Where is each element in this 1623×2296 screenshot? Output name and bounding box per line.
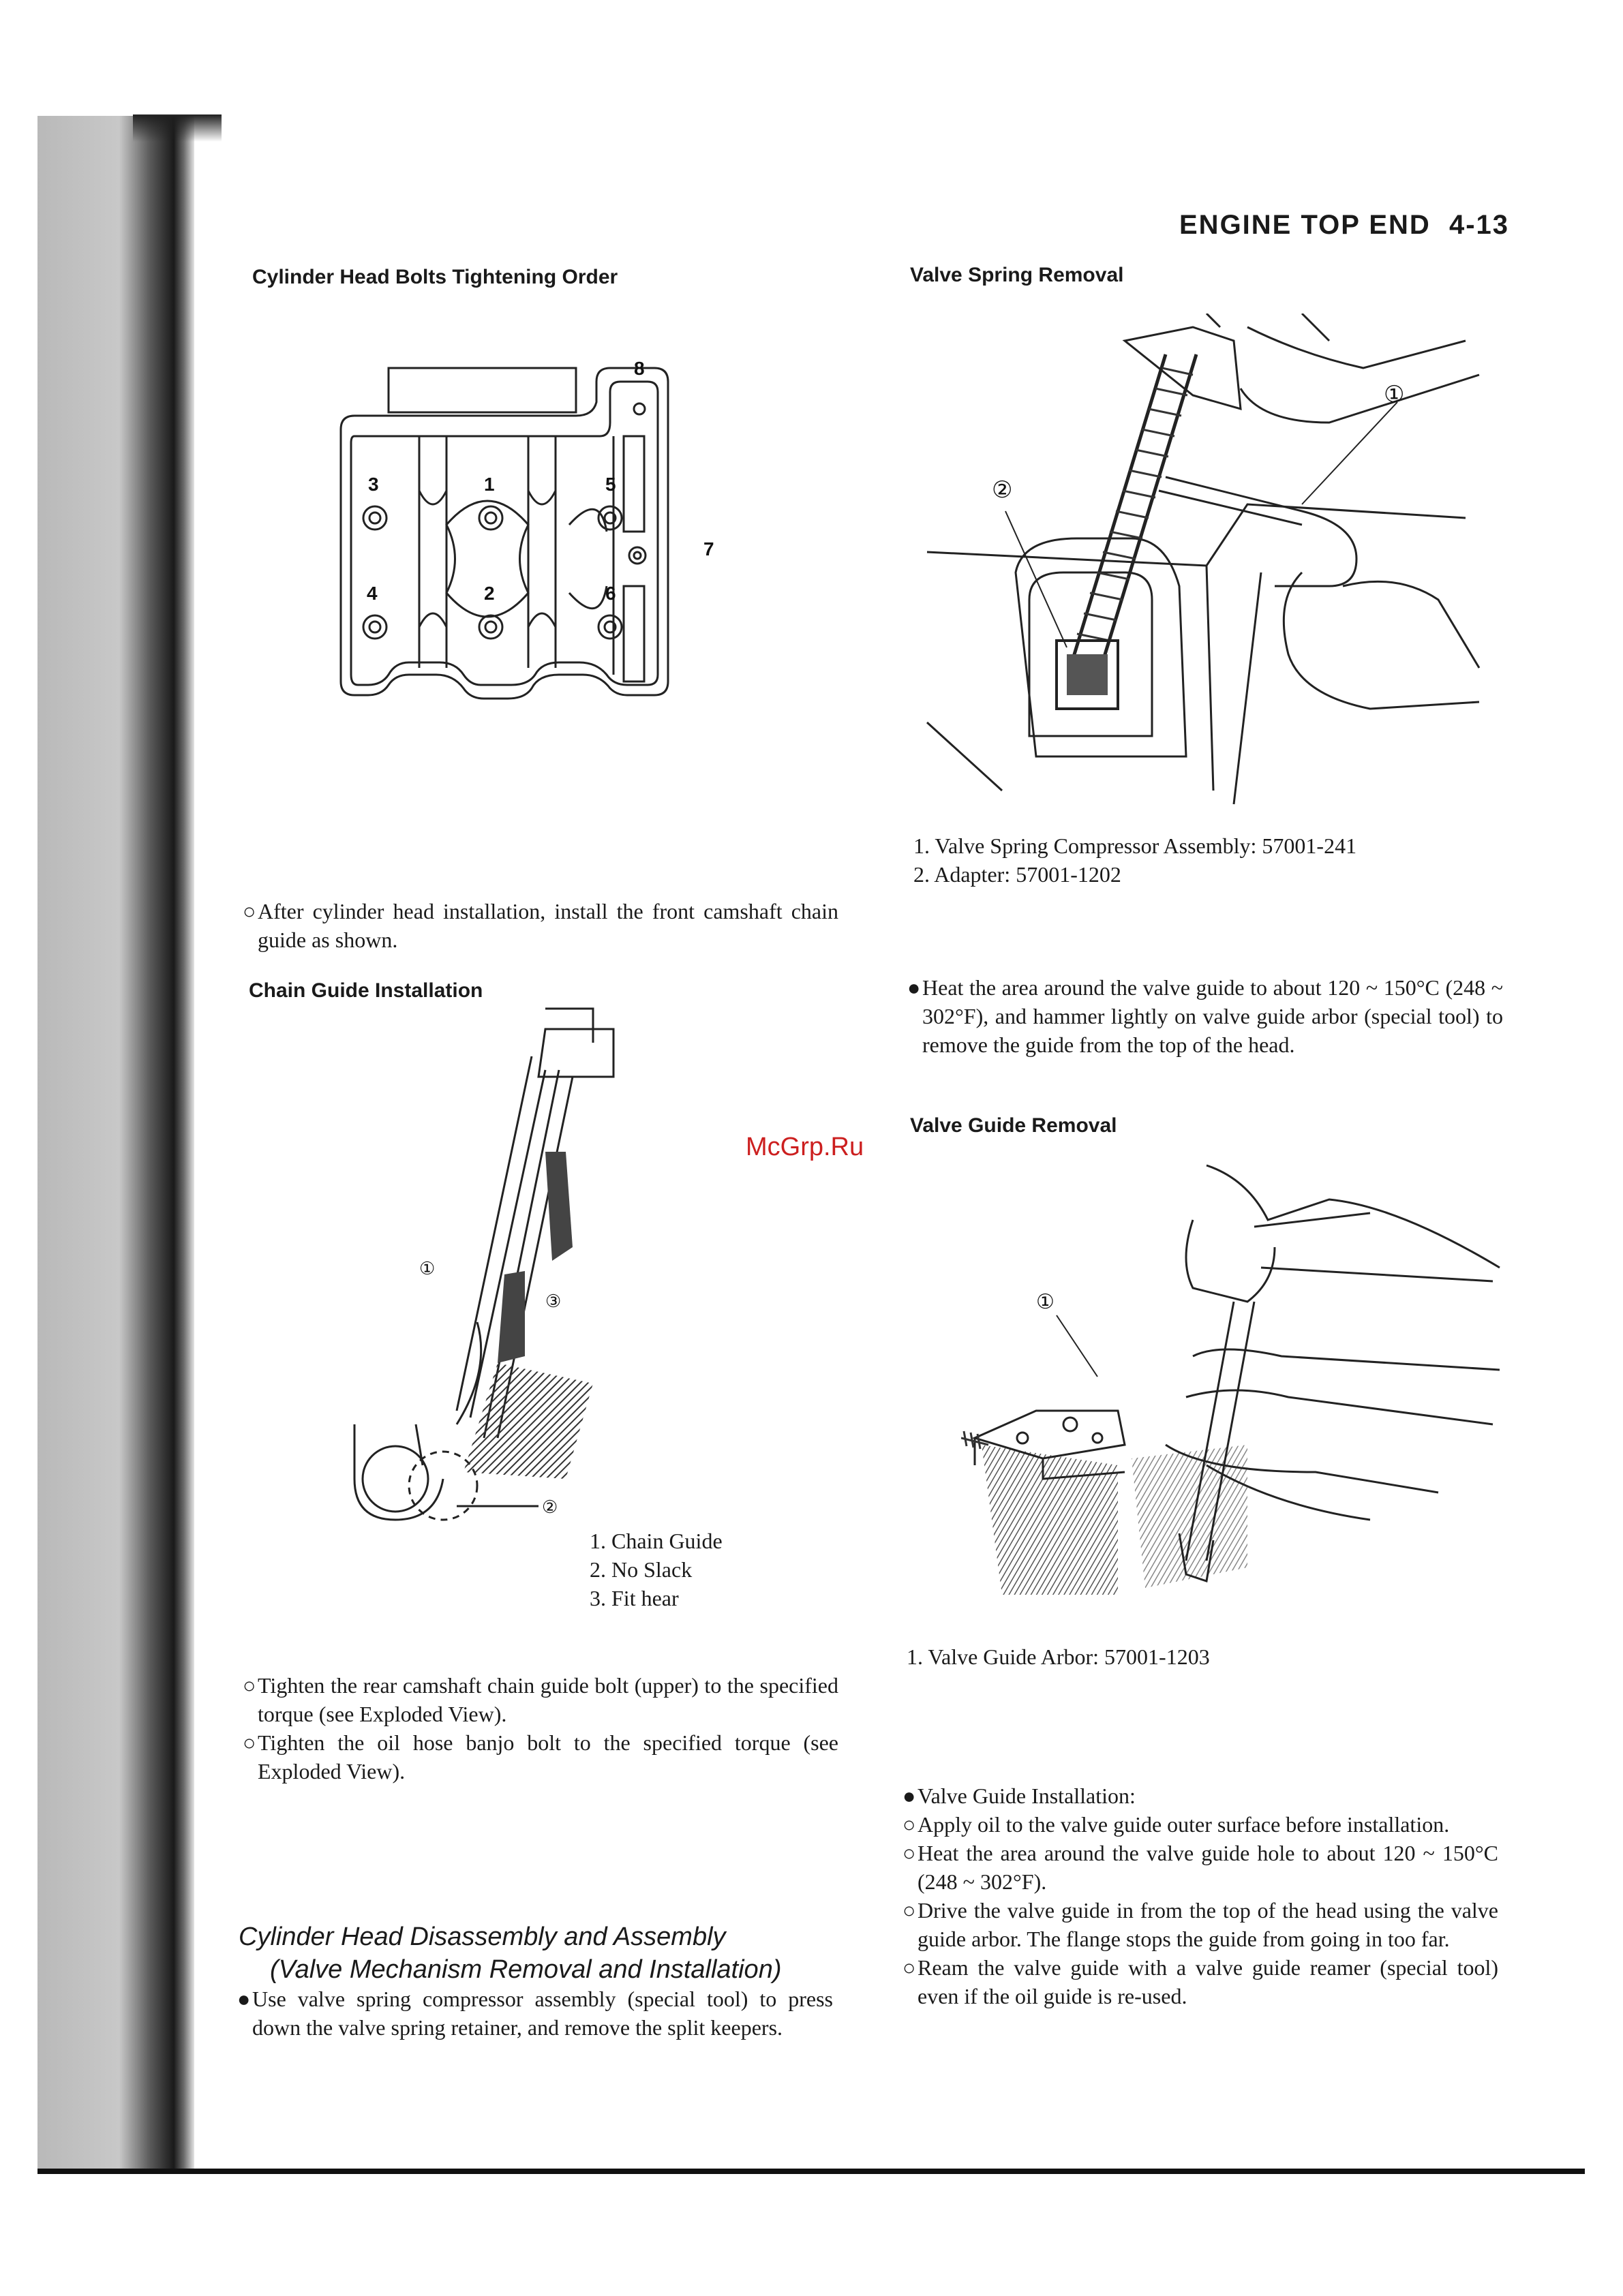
note-text: After cylinder head installation, install the front camshaft chain guide as shown. [258, 899, 838, 952]
bullet-text: Heat the area around the valve guide to about 120 ~ 150°C (248 ~ 302°F), and hammer lightly on valve guide arbor (special tool) to remove the guide from the top of the head. [922, 975, 1503, 1057]
circle-marker: ○ [243, 1730, 256, 1755]
install-step: Ream the valve guide with a valve guide reamer (special tool) even if the oil guide is re-used. [917, 1955, 1498, 2008]
bolt-label-1: 1 [484, 474, 495, 495]
bottom-rule [37, 2169, 1585, 2174]
fig4-legend [907, 1642, 1210, 1671]
fig3-title: Valve Spring Removal [910, 264, 1124, 286]
circle-marker: ○ [243, 1673, 256, 1698]
callout-1: ① [1036, 1291, 1055, 1313]
legend-item: 1. Chain Guide [590, 1529, 723, 1553]
section-heading [239, 1920, 781, 1986]
install-heading: Valve Guide Installation: [917, 1784, 1136, 1808]
chain-guide-diagram [320, 1002, 757, 1561]
callout-2: ② [992, 477, 1013, 503]
valve-guide-removal-illustration [961, 1152, 1506, 1608]
circle-marker: ○ [902, 1841, 916, 1865]
bolt-label-3: 3 [368, 474, 379, 495]
install-step: Apply oil to the valve guide outer surface before installation. [917, 1812, 1450, 1837]
circle-marker: ○ [902, 1812, 916, 1837]
dot-marker: ● [907, 975, 921, 1000]
legend-item: 2. Adapter: 57001-1202 [913, 862, 1121, 887]
circle-marker: ○ [902, 1955, 916, 1980]
install-step: Heat the area around the valve guide hole to about 120 ~ 150°C (248 ~ 302°F). [917, 1841, 1498, 1894]
section-bullet [237, 1985, 833, 2042]
dot-marker: ● [902, 1784, 916, 1808]
heat-removal-bullet [907, 973, 1503, 1059]
cylinder-head-diagram [334, 354, 743, 722]
legend-item: 3. Fit hear [590, 1586, 679, 1610]
bolt-label-7: 7 [703, 538, 714, 560]
circle-marker: ○ [243, 899, 256, 923]
fig2-legend [590, 1527, 723, 1612]
binding-shadow [37, 116, 194, 2174]
page-header [1179, 210, 1509, 241]
bolt-label-8: 8 [634, 358, 645, 379]
section-title-line1: Cylinder Head Disassembly and Assembly [239, 1923, 726, 1951]
section-title: ENGINE TOP END [1179, 210, 1431, 240]
circle-marker: ○ [902, 1898, 916, 1923]
note-text: Tighten the oil hose banjo bolt to the specified torque (see Exploded View). [258, 1730, 838, 1784]
note-text: Tighten the rear camshaft chain guide bolt (upper) to the specified torque (see Exploded View). [258, 1673, 838, 1726]
bolt-label-2: 2 [484, 583, 495, 604]
callout-1: ① [419, 1258, 436, 1279]
install-step: Drive the valve guide in from the top of the head using the valve guide arbor. The flange stops the guide from going in too far. [917, 1898, 1498, 1951]
page-number: 4-13 [1448, 210, 1510, 240]
fig4-title: Valve Guide Removal [910, 1114, 1117, 1137]
bolt-label-4: 4 [367, 583, 378, 604]
legend-item: 1. Valve Guide Arbor: 57001-1203 [907, 1644, 1210, 1669]
bullet-text: Use valve spring compressor assembly (special tool) to press down the valve spring retainer, and remove the split keepers. [252, 1987, 833, 2040]
legend-item: 2. No Slack [590, 1557, 693, 1582]
fig2-title: Chain Guide Installation [249, 979, 483, 1002]
section-title-line2: (Valve Mechanism Removal and Installation) [270, 1955, 782, 1984]
valve-guide-installation [902, 1781, 1498, 2010]
fig1-title: Cylinder Head Bolts Tightening Order [252, 266, 618, 288]
watermark[interactable]: McGrp.Ru [746, 1133, 864, 1161]
legend-item: 1. Valve Spring Compressor Assembly: 57001-241 [913, 833, 1357, 858]
callout-2: ② [542, 1497, 558, 1517]
bolt-label-5: 5 [605, 474, 616, 495]
dot-marker: ● [237, 1987, 251, 2011]
valve-spring-removal-illustration [920, 313, 1520, 811]
note-front-chain-guide [245, 897, 838, 954]
binding-shadow-top [133, 114, 222, 142]
fig3-legend [913, 831, 1356, 889]
torque-notes [245, 1671, 838, 1786]
bolt-label-6: 6 [605, 583, 616, 604]
callout-1: ① [1384, 382, 1405, 408]
callout-3: ③ [545, 1291, 562, 1311]
